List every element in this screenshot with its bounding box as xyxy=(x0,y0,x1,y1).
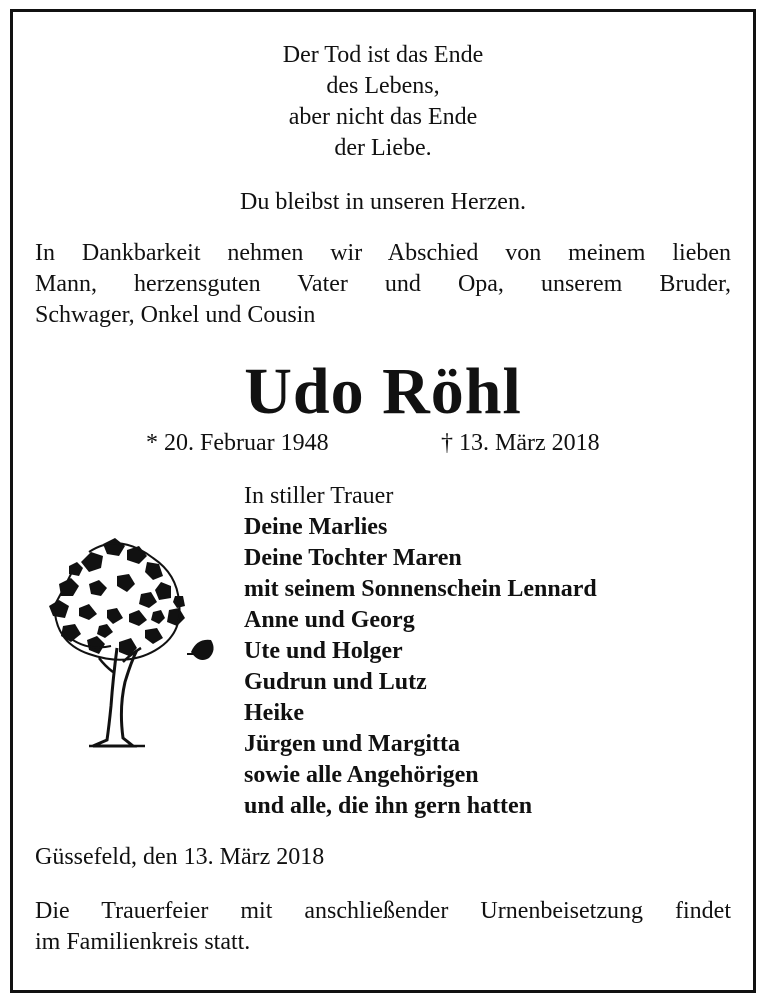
deceased-name: Udo Röhl xyxy=(244,355,522,428)
tree-icon xyxy=(29,522,229,752)
intro-line: In Dankbarkeit nehmen wir Abschied von meinem lieben xyxy=(35,240,731,266)
mourner-name: Anne und Georg xyxy=(244,607,415,633)
poem-line: Der Tod ist das Ende xyxy=(282,42,484,68)
mourner-name: sowie alle Angehörigen xyxy=(244,762,479,788)
birth-date: * 20. Februar 1948 xyxy=(146,430,329,456)
mourner-name: Jürgen und Margitta xyxy=(244,731,460,757)
poem xyxy=(13,40,753,164)
mourner-name: mit seinem Sonnenschein Lennard xyxy=(244,576,597,602)
mourners-lead: In stiller Trauer xyxy=(244,483,394,509)
death-date: † 13. März 2018 xyxy=(441,430,600,456)
funeral-info-line: im Familienkreis statt. xyxy=(35,929,251,955)
intro-line: Schwager, Onkel und Cousin xyxy=(35,302,316,328)
funeral-info-line: Die Trauerfeier mit anschließender Urnenbeisetzung findet xyxy=(35,898,731,924)
poem-line: aber nicht das Ende xyxy=(288,104,478,130)
mourner-name: und alle, die ihn gern hatten xyxy=(244,793,533,819)
mourner-name: Ute und Holger xyxy=(244,638,403,664)
mourner-name: Heike xyxy=(244,700,304,726)
intro-line: Mann, herzensguten Vater und Opa, unserem Bruder, xyxy=(35,271,731,297)
mourner-name: Deine Tochter Maren xyxy=(244,545,462,571)
motto: Du bleibst in unseren Herzen. xyxy=(240,189,526,215)
place-and-date: Güssefeld, den 13. März 2018 xyxy=(35,844,325,870)
poem-line: des Lebens, xyxy=(326,73,440,99)
poem-line: der Liebe. xyxy=(334,135,432,161)
mourners-list xyxy=(244,481,597,822)
mourner-name: Deine Marlies xyxy=(244,514,388,540)
intro-text xyxy=(35,238,731,331)
mourner-name: Gudrun und Lutz xyxy=(244,669,427,695)
funeral-info xyxy=(35,896,731,958)
obituary-card xyxy=(10,9,756,993)
